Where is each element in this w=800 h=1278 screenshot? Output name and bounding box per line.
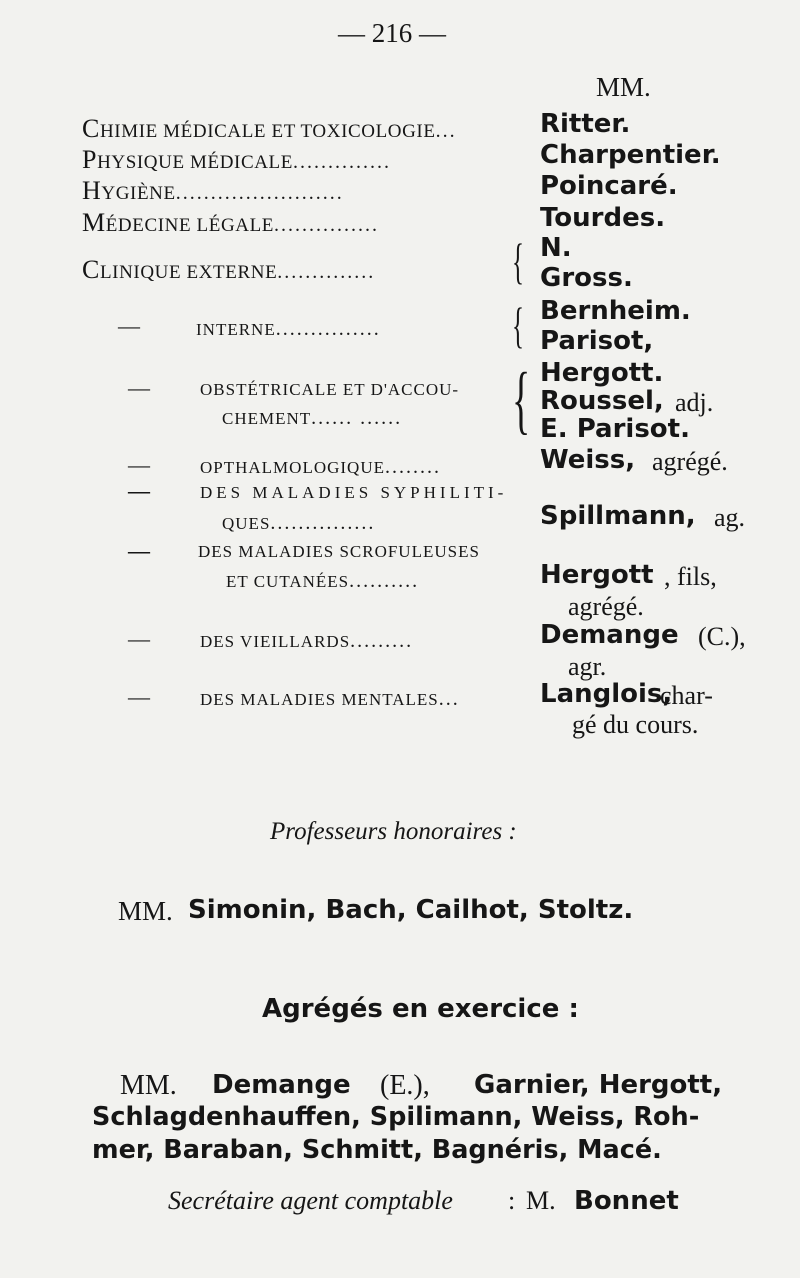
name-poincare: Poincaré. — [540, 171, 678, 201]
secretaire-prefix: M. — [526, 1186, 556, 1215]
name-langlois: Langlois, — [540, 679, 673, 709]
name-weiss: Weiss, — [540, 445, 636, 475]
name-ritter: Ritter. — [540, 109, 631, 139]
dash-syphilitiques: — — [128, 478, 150, 503]
page-number: — 216 — — [338, 18, 446, 48]
subject-obstetricale-line1: OBSTÉTRICALE ET D'ACCOU- — [200, 380, 460, 399]
dash-opthalmologique: — — [128, 452, 150, 477]
subject-vieillards: DES VIEILLARDS......... — [200, 630, 414, 652]
name-hergott: Hergott. — [540, 358, 664, 388]
agreges-line3: mer, Baraban, Schmitt, Bagnéris, Macé. — [92, 1135, 662, 1165]
suffix-agr: agr. — [568, 652, 607, 681]
dash-interne: — — [118, 313, 140, 338]
subject-interne: INTERNE............... — [196, 318, 381, 340]
suffix-agrege-weiss: agrégé. — [652, 447, 728, 476]
name-spillmann: Spillmann, — [540, 501, 696, 531]
suffix-agrege-hergott: agrégé. — [568, 592, 644, 621]
subject-scrofuleuses-line1: DES MALADIES SCROFULEUSES — [198, 542, 480, 561]
agreges-heading: Agrégés en exercice : — [262, 994, 579, 1024]
name-hergott-fils: Hergott — [540, 560, 654, 590]
subject-scrofuleuses-line2: ET CUTANÉES.......... — [226, 570, 420, 592]
brace-obstetricale: { — [512, 358, 531, 442]
agreges-prefix: MM. — [120, 1070, 177, 1101]
name-roussel: Roussel, — [540, 386, 664, 416]
agreges-line1-rest: Garnier, Hergott, — [474, 1070, 723, 1100]
name-charpentier: Charpentier. — [540, 140, 721, 170]
subject-opthalmologique: OPTHALMOLOGIQUE........ — [200, 456, 441, 478]
subject-physique: PHYSIQUE MÉDICALE.............. — [82, 145, 391, 174]
brace-interne: { — [512, 297, 524, 353]
brace-externe: { — [512, 233, 524, 289]
suffix-adj: adj. — [675, 388, 714, 417]
subject-hygiene: HYGIÈNE........................ — [82, 176, 344, 205]
suffix-fils: , fils, — [664, 562, 717, 591]
subject-medecine-legale: MÉDECINE LÉGALE............... — [82, 208, 379, 237]
name-bernheim: Bernheim. — [540, 296, 691, 326]
agreges-line2: Schlagdenhauffen, Spilimann, Weiss, Roh- — [92, 1102, 700, 1132]
secretaire-label: Secrétaire agent comptable — [168, 1186, 453, 1215]
name-n: N. — [540, 233, 572, 263]
subject-clinique-externe: CLINIQUE EXTERNE.............. — [82, 255, 376, 284]
name-parisot: Parisot, — [540, 326, 654, 356]
secretaire-name: Bonnet — [574, 1186, 679, 1216]
subject-chimie: CHIMIE MÉDICALE ET TOXICOLOGIE... — [82, 114, 457, 143]
honoraires-prefix: MM. — [118, 896, 173, 926]
name-gross: Gross. — [540, 263, 633, 293]
suffix-c: (C.), — [698, 622, 746, 651]
secretaire-colon: : — [508, 1186, 516, 1215]
subject-syphilitiques-line1: DES MALADIES SYPHILITI- — [200, 483, 508, 502]
honoraires-heading: Professeurs honoraires : — [270, 818, 517, 845]
agreges-demange-e: (E.), — [380, 1070, 430, 1101]
agreges-demange: Demange — [212, 1070, 351, 1100]
subject-mentales: DES MALADIES MENTALES... — [200, 688, 460, 710]
dash-mentales: — — [128, 684, 150, 709]
name-tourdes: Tourdes. — [540, 203, 666, 233]
name-demange-c: Demange — [540, 620, 679, 650]
dash-scrofuleuses: — — [128, 538, 150, 563]
suffix-ag: ag. — [714, 503, 746, 532]
subject-syphilitiques-line2: QUES............... — [222, 512, 376, 534]
suffix-cours: gé du cours. — [572, 710, 699, 739]
dash-obstetricale: — — [128, 375, 150, 400]
mm-header: MM. — [596, 72, 651, 102]
subject-obstetricale-line2: CHEMENT...... ...... — [222, 407, 403, 429]
suffix-charge: char- — [660, 681, 713, 710]
dash-vieillards: — — [128, 626, 150, 651]
name-e-parisot: E. Parisot. — [540, 414, 690, 444]
honoraires-names: Simonin, Bach, Cailhot, Stoltz. — [188, 895, 634, 925]
